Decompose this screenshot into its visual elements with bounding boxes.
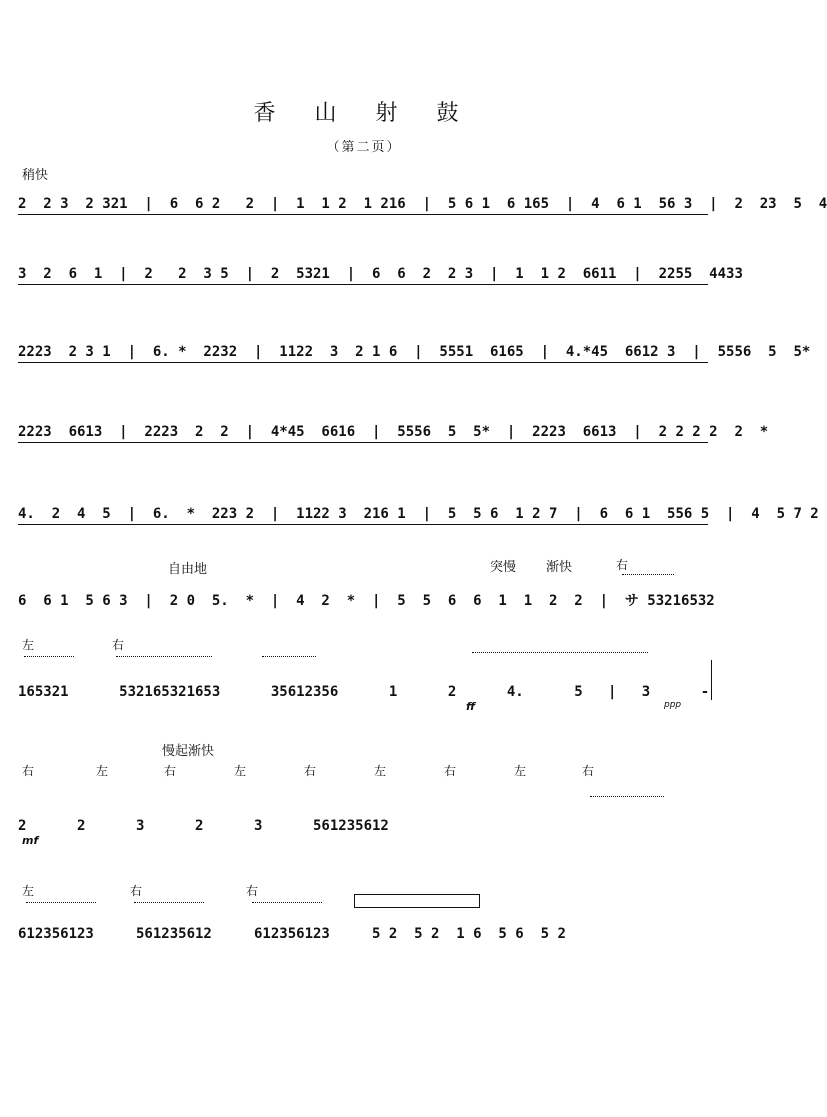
row-5-notes: 4. 2 4 5 | 6. * 223 2 | 1122 3 216 1 | 5 5 6 1 2 7 | 6 6 1 556 5 | 4 5 7 2 [18,506,819,522]
hold-dots [252,902,322,903]
hand-right: 右 [164,764,177,778]
row-9-notes: 612356123 561235612 612356123 5 2 5 2 1 6 5 6 5 2 [18,926,566,942]
hold-dots [472,652,648,653]
hold-dots [622,574,674,575]
row-3-notes: 2223 2 3 1 | 6. * 2232 | 1122 3 2 1 6 | 5551 6165 | 4.*45 6612 3 | 5556 5 5* [18,344,811,360]
hand-left: 左 [514,764,527,778]
hand-right: 右 [582,764,595,778]
row-4-underline [18,442,708,443]
hand-left: 左 [96,764,109,778]
page-title: 香 山 射 鼓 [253,101,475,126]
hold-dots [24,656,74,657]
row-6-notes: 6 6 1 5 6 3 | 2 0 5. * | 4 2 * | 5 5 6 6 1 1 2 2 | サ 53216532 [18,593,715,609]
hand-right: 右 [22,764,35,778]
tempo-mark-gradually-fast: 渐快 [546,560,573,575]
score-row-7 [18,674,718,708]
page-subtitle: （第二页） [326,140,402,155]
hand-left: 左 [234,764,247,778]
row-1-underline [18,214,708,215]
row-4-notes: 2223 6613 | 2223 2 2 | 4*45 6616 | 5556 5 5* | 2223 6613 | 2 2 2 2 2 * [18,424,769,440]
score-row-1 [18,186,827,220]
dynamic-mf: mf [22,834,39,847]
row-2-underline [18,284,708,285]
hold-dots [116,656,212,657]
hand-left: 左 [374,764,387,778]
hold-dots [262,656,316,657]
hand-right: 右 [130,884,143,898]
hand-right: 右 [246,884,259,898]
row-2-notes: 3 2 6 1 | 2 2 3 5 | 2 5321 | 6 6 2 2 3 | 1 1 2 6611 | 2255 4433 [18,266,743,282]
score-row-4 [18,414,769,448]
end-barline [711,660,712,700]
hand-left: 左 [22,884,35,898]
row-7-notes: 165321 532165321653 35612356 1 2 4. 5 | 3 - [18,684,710,700]
score-row-9 [18,916,718,950]
score-row-2 [18,256,743,290]
row-1-notes: 2 2 3 2 321 | 6 6 2 2 | 1 1 2 1 216 | 5 6 1 6 165 | 4 6 1 56 3 | 2 23 5 4 [18,196,827,212]
tempo-mark-free: 自由地 [168,562,208,577]
hold-dots [26,902,96,903]
dynamic-ff: ff [466,700,476,713]
hold-dots [590,796,664,797]
score-row-5 [18,496,819,530]
score-row-3 [18,334,811,368]
tempo-mark-start: 稍快 [22,168,49,183]
row-3-underline [18,362,708,363]
hand-right: 右 [616,558,629,572]
hold-dots [134,902,204,903]
hand-right: 右 [112,638,125,652]
row-5-underline [18,524,708,525]
repeat-box [354,894,480,908]
score-row-6 [18,580,718,614]
hand-left: 左 [22,638,35,652]
row-8-notes: 2 2 3 2 3 561235612 [18,818,389,834]
dynamic-ppp: ppp [664,700,682,710]
score-row-8 [18,808,718,842]
hand-right: 右 [304,764,317,778]
hand-right: 右 [444,764,457,778]
tempo-mark-slow-then-fast: 慢起渐快 [162,744,215,759]
tempo-mark-sudden-slow: 突慢 [490,560,517,575]
